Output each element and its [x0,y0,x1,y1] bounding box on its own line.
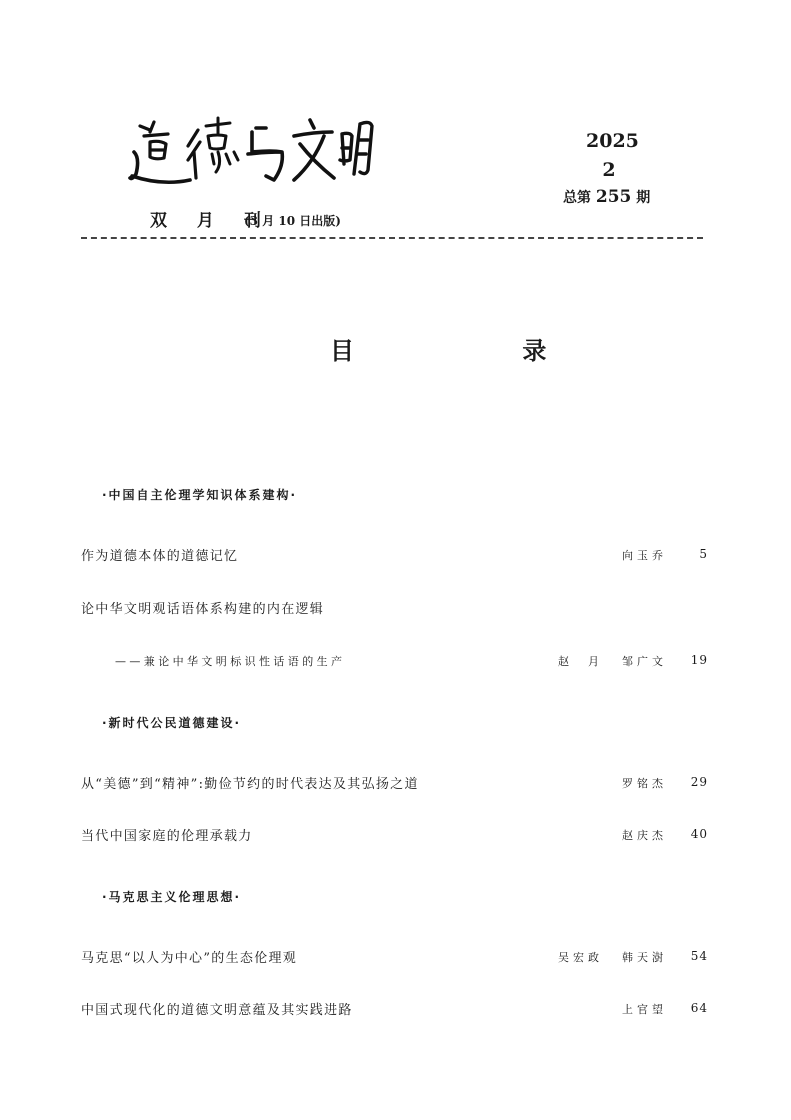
section-title: ·中国自主伦理学知识体系建构· [102,488,298,502]
article-author: 邹广文 [622,655,667,668]
article-title[interactable]: 论中华文明观话语体系构建的内在逻辑 [81,602,325,617]
issue-number: 2 [602,159,616,181]
article-title[interactable]: 从“美德”到“精神”:勤俭节约的时代表达及其弘扬之道 [81,777,419,792]
total-issue-number: 255 [595,187,632,207]
section-title: ·马克思主义伦理思想· [102,890,242,904]
article-author: 韩天澍 [622,951,667,964]
article-title[interactable]: 马克思“以人为中心”的生态伦理观 [81,951,298,966]
article-title[interactable]: 中国式现代化的道德文明意蕴及其实践进路 [81,1003,353,1018]
article-page: 64 [690,1001,708,1015]
issue-year: 2025 [586,130,639,152]
article-page: 19 [690,653,708,667]
article-page: 40 [690,827,708,841]
article-author: 向玉乔 [622,549,667,562]
frequency-label: 双 月 刊 [150,211,273,231]
total-issue-suffix: 期 [636,190,651,206]
journal-logo [128,112,378,192]
article-page: 5 [699,547,708,561]
article-author: 赵 月 [558,655,603,668]
calligraphy-logo-icon [128,112,378,192]
article-author: 吴宏政 [558,951,603,964]
article-subtitle: ——兼论中华文明标识性话语的生产 [115,655,346,668]
article-page: 29 [690,775,708,789]
article-author: 赵庆杰 [622,829,667,842]
article-page: 54 [690,949,708,963]
publication-date-note: (3 月 10 日出版) [244,214,341,228]
article-author: 上官望 [622,1003,667,1016]
total-issue [563,187,650,207]
header-divider [81,237,703,239]
total-issue-prefix: 总第 [563,190,591,206]
article-author: 罗铭杰 [622,777,667,790]
section-title: ·新时代公民道德建设· [102,716,242,730]
toc-title: 目 录 [330,337,627,365]
article-title[interactable]: 当代中国家庭的伦理承载力 [81,829,253,844]
article-title[interactable]: 作为道德本体的道德记忆 [81,549,239,564]
